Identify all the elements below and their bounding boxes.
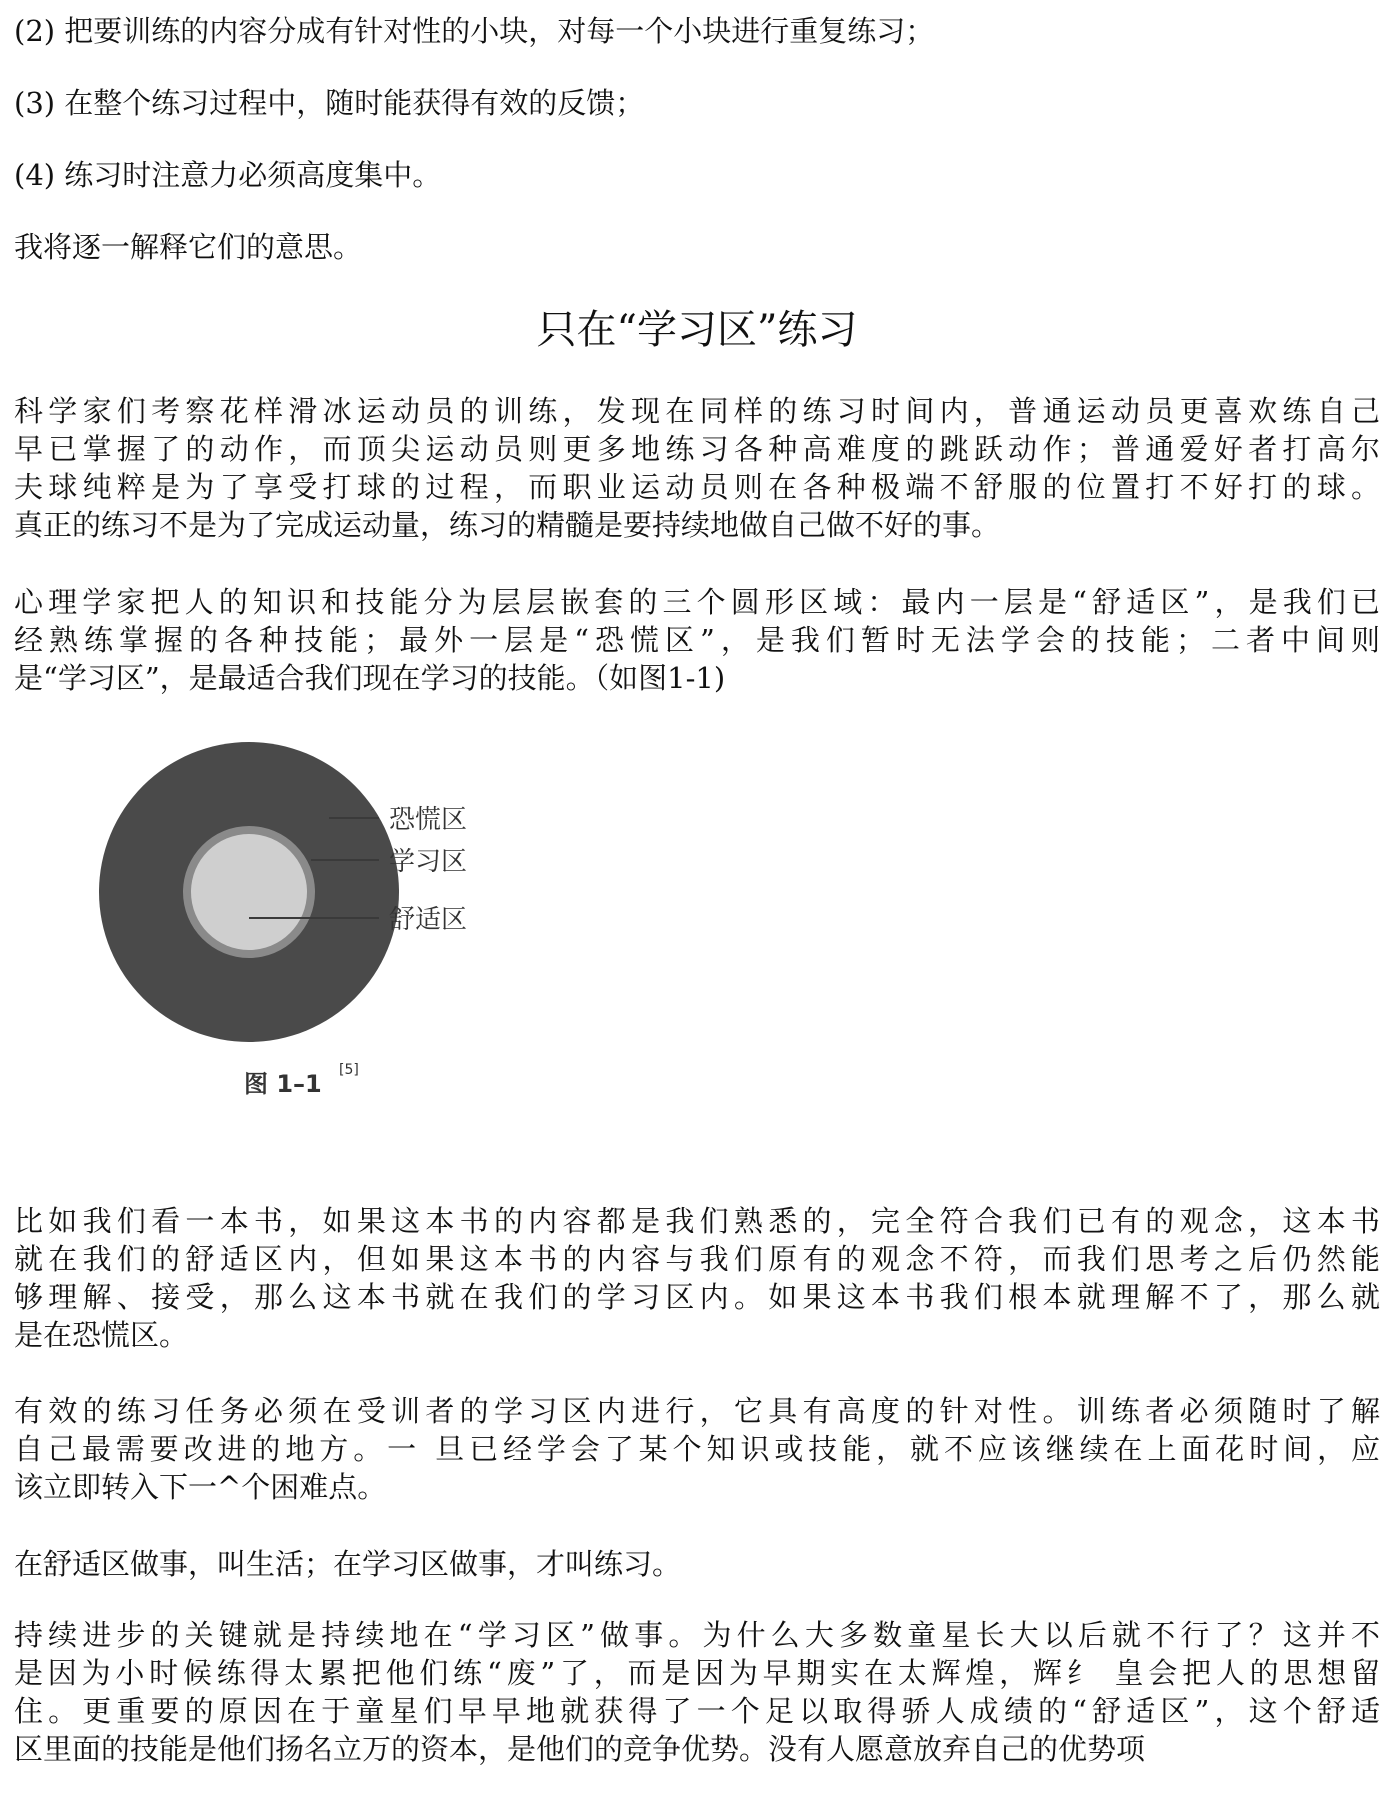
paragraph-line: 夫球纯粹是为了享受打球的过程，而职业运动员则在各种极端不舒服的位置打不好打的球。 [14,470,1380,504]
intro-sentence: 我将逐一解释它们的意思。 [14,230,363,264]
paragraph-line: 持续进步的关键就是持续地在“学习区”做事。为什么大多数童星长大以后就不行了？这并不 [14,1618,1380,1652]
paragraph-6 [14,1616,1380,1768]
paragraph-line: 够理解、接受，那么这本书就在我们的学习区内。如果这本书我们根本就理解不了，那么就 [14,1280,1380,1314]
paragraph-line: 住。更重要的原因在于童星们早早地就获得了一个足以取得骄人成绩的“舒适区”，这个舒适 [14,1694,1380,1728]
paragraph-line: 在舒适区做事，叫生活；在学习区做事，才叫练习。 [14,1547,682,1581]
paragraph-line: 真正的练习不是为了完成运动量，练习的精髓是要持续地做自己做不好的事。 [14,508,1001,542]
comfort-zone-label: 舒适区 [389,905,468,935]
paragraph-line: 就在我们的舒适区内，但如果这本书的内容与我们原有的观念不符，而我们思考之后仍然能 [14,1242,1380,1276]
paragraph-line: 是因为小时候练得太累把他们练“废”了，而是因为早期实在太辉煌，辉纟 皇会把人的思想留 [14,1656,1380,1690]
paragraph-line: 区里面的技能是他们扬名立万的资本，是他们的竞争优势。没有人愿意放弃自己的优势项 [14,1732,1146,1766]
paragraph-line: 经熟练掌握的各种技能；最外一层是“恐慌区”，是我们暂时无法学会的技能；二者中间则 [14,623,1380,657]
paragraph-5 [14,1545,1380,1583]
list-item-2: (2) 把要训练的内容分成有针对性的小块，对每一个小块进行重复练习； [14,14,935,48]
paragraph-1 [14,392,1380,544]
paragraph-line: 该立即转入下一^个困难点。 [14,1470,387,1504]
paragraph-line: 是在恐慌区。 [14,1318,189,1352]
section-heading: 只在“学习区”练习 [536,307,858,353]
learning-zone-label: 学习区 [389,847,468,877]
zone-diagram [99,740,619,1120]
figure-caption: 图 1–1 [244,1070,322,1098]
figure-caption-ref: [5] [339,1062,359,1078]
paragraph-line: 早已掌握了的动作，而顶尖运动员则更多地练习各种高难度的跳跃动作；普通爱好者打高尔 [14,432,1380,466]
zone-diagram-figure [99,740,619,1120]
paragraph-line: 心理学家把人的知识和技能分为层层嵌套的三个圆形区域：最内一层是“舒适区”，是我们已 [14,585,1380,619]
paragraph-4 [14,1392,1380,1506]
panic-zone-label: 恐慌区 [389,805,468,835]
paragraph-line: 自己最需要改进的地方。一 旦已经学会了某个知识或技能，就不应该继续在上面花时间，应 [14,1432,1380,1466]
list-item-4: (4) 练习时注意力必须高度集中。 [14,158,442,192]
paragraph-3 [14,1202,1380,1354]
paragraph-line: 有效的练习任务必须在受训者的学习区内进行，它具有高度的针对性。训练者必须随时了解 [14,1394,1380,1428]
list-item-3: (3) 在整个练习过程中，随时能获得有效的反馈； [14,86,645,120]
comfort-zone-circle [191,834,307,950]
paragraph-2 [14,583,1380,697]
paragraph-line: 是“学习区”，是最适合我们现在学习的技能。（如图1-1) [14,661,726,695]
paragraph-line: 科学家们考察花样滑冰运动员的训练，发现在同样的练习时间内，普通运动员更喜欢练自己 [14,394,1380,428]
paragraph-line: 比如我们看一本书，如果这本书的内容都是我们熟悉的，完全符合我们已有的观念，这本书 [14,1204,1380,1238]
